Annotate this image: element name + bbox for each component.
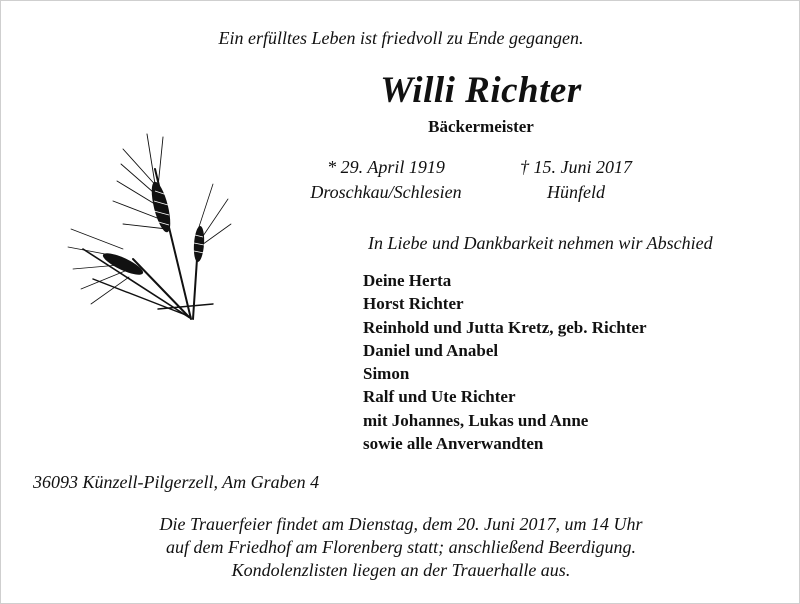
motto: Ein erfülltes Leben ist friedvoll zu Ende gegangen. — [218, 28, 584, 48]
mourner-line: Deine Herta — [363, 271, 452, 290]
mourner-line: mit Johannes, Lukas und Anne — [363, 410, 589, 430]
mourner-line: Reinhold und Jutta Kretz, geb. Richter — [363, 317, 647, 337]
mourner-line: Simon — [363, 364, 410, 384]
birth-block — [291, 155, 481, 205]
death-date: † 15. Juni 2017 — [520, 157, 632, 177]
death-block — [481, 155, 671, 205]
family-address: 36093 Künzell-Pilgerzell, Am Graben 4 — [33, 472, 320, 492]
birth-place: Droschkau/Schlesien — [310, 182, 462, 202]
service-line: Die Trauerfeier findet am Dienstag, dem 20. Juni 2017, um 14 Uhr — [159, 514, 643, 534]
deceased-name: Willi Richter — [380, 70, 582, 111]
service-line: auf dem Friedhof am Florenberg statt; anschließend Beerdigung. — [166, 537, 636, 557]
deceased-profession: Bäckermeister — [428, 117, 534, 136]
service-line: Kondolenzlisten liegen an der Trauerhalle aus. — [231, 560, 571, 580]
death-place: Hünfeld — [547, 182, 605, 202]
mourner-line: Horst Richter — [363, 294, 464, 314]
mourners-list — [363, 269, 647, 455]
mourner-line: sowie alle Anverwandten — [363, 434, 544, 454]
birth-date: * 29. April 1919 — [327, 157, 445, 177]
mourner-line: Ralf und Ute Richter — [363, 387, 516, 407]
farewell-text: In Liebe und Dankbarkeit nehmen wir Abschied — [368, 233, 713, 253]
wheat-ears-icon — [63, 129, 233, 329]
mourner-line: Daniel und Anabel — [363, 340, 499, 360]
funeral-service-info — [1, 513, 800, 582]
